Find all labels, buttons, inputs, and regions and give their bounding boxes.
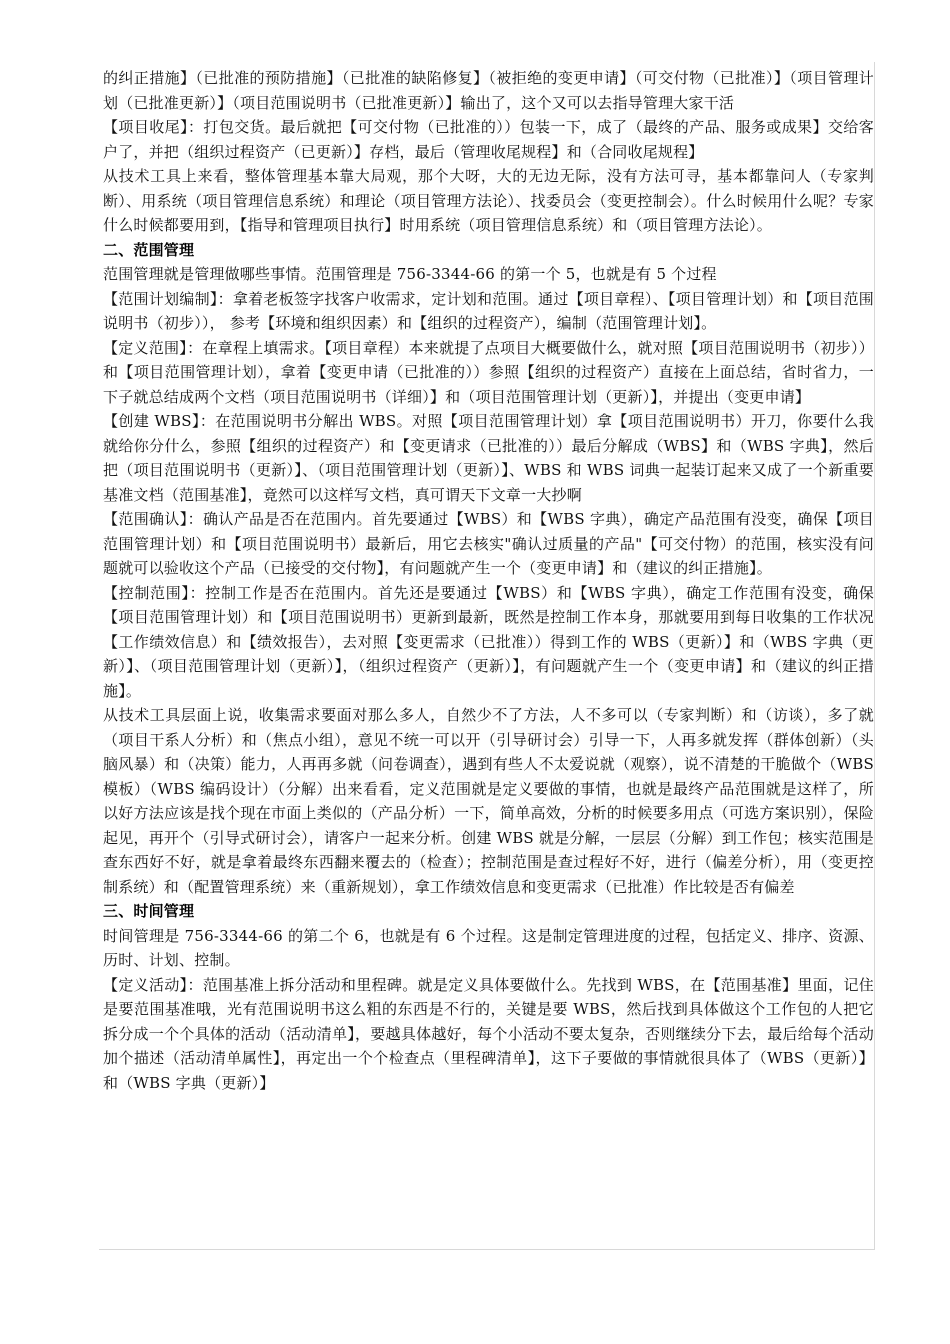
paragraph: 【范围计划编制】：拿着老板签字找客户收需求，定计划和范围。通过【项目章程）、【项目管理计划）和【项目范围说明书（初步））， 参考【环境和组织因素）和【组织的过程资产），编制（范围管理计划】。 [103,289,874,332]
paragraph: 【创建 WBS】：在范围说明书分解出 WBS。对照【项目范围管理计划）拿【项目范围说明书）开刀，你要什么我就给你分什么，参照【组织的过程资产）和【变更请求（已批准的））最后分解成（WBS】和（WBS 字典】，然后把（项目范围说明书（更新）】、（项目范围管理计划（更新）】、WBS 和 WBS 词典一起装订起来又成了一个新重要基准文档（范围基准】，竟然可以这样写文档，真可谓天下文章一大抄啊 [103,412,874,504]
section-heading: 二、范围管理 [103,240,195,259]
paragraph: 【控制范围】：控制工作是否在范围内。首先还是要通过【WBS）和【WBS 字典），确定工作范围有没变，确保【项目范围管理计划）和【项目范围说明书）更新到最新，既然是控制工作本身，那就要用到每日收集的工作状况【工作绩效信息）和【绩效报告），去对照【变更需求（已批准））得到工作的 WBS（更新）】和（WBS 字典（更新）】、（项目范围管理计划（更新）】，（组织过程资产（更新）】，有问题就产生一个（变更申请】和（建议的纠正措施】。 [103,583,874,700]
paragraph: 范围管理就是管理做哪些事情。范围管理是 756-3344-66 的第一个 5，也就是有 5 个过程 [103,265,717,283]
paragraph: 【定义范围】：在章程上填需求。【项目章程）本来就提了点项目大概要做什么，就对照【项目范围说明书（初步））和【项目范围管理计划），拿着【变更申请（已批准的））参照【组织的过程资产）直接在上面总结，省时省力，一下子就总结成两个文档（项目范围说明书（详细）】和（项目范围管理计划（更新）】，并提出（变更申请】 [103,338,874,406]
document-page [99,62,875,1250]
paragraph: 从技术工具层面上说，收集需求要面对那么多人，自然少不了方法，人不多可以（专家判断）和（访谈），多了就（项目干系人分析）和（焦点小组），意见不统一可以开（引导研讨会）引导一下，人再多就发挥（群体创新）（头脑风暴）和（决策）能力，人再再多就（问卷调查），遇到有些人不太爱说就（观察），说不清楚的干脆做个（WBS 模板）（WBS 编码设计）（分解）出来看看，定义范围就是定义要做的事情，也就是最终产品范围就是这样了，所以好方法应该是找个现在市面上类似的（产品分析）一下，简单高效，分析的时候要多用点（可选方案识别），保险起见，再开个（引导式研讨会），请客户一起来分析。创建 WBS 就是分解，一层层（分解）到工作包；核实范围是查东西好不好，就是拿着最终东西翻来覆去的（检查）；控制范围是查过程好不好，进行（偏差分析），用（变更控制系统）和（配置管理系统）来（重新规划），拿工作绩效信息和变更需求（已批准）作比较是否有偏差 [103,706,874,896]
paragraph: 【项目收尾】：打包交货。最后就把【可交付物（已批准的））包装一下，成了（最终的产品、服务或成果】交给客户了，并把（组织过程资产（已更新）】存档，最后（管理收尾规程】和（合同收尾规程】 [103,118,874,161]
paragraph: 的纠正措施】（已批准的预防措施】（已批准的缺陷修复】（被拒绝的变更申请】（可交付物（已批准）】（项目管理计划（已批准更新）】（项目范围说明书（已批准更新）】输出了，这个又可以去指导管理大家干活 [103,69,874,112]
section-heading: 三、时间管理 [103,902,195,920]
paragraph: 从技术工具上来看，整体管理基本靠大局观，那个大呀，大的无边无际，没有方法可寻，基本都靠问人（专家判断）、用系统（项目管理信息系统）和理论（项目管理方法论）、找委员会（变更控制会）。什么时候用什么呢？专家什么时候都要用到，【指导和管理项目执行】时用系统（项目管理信息系统）和（项目管理方法论）。 [103,167,874,234]
paragraph: 【范围确认】：确认产品是否在范围内。首先要通过【WBS）和【WBS 字典），确定产品范围有没变，确保【项目范围管理计划）和【项目范围说明书）最新后，用它去核实"确认过质量的产品"【可交付物）的范围，核实没有问题就可以验收这个产品（已接受的交付物】，有问题就产生一个（变更申请】和（建议的纠正措施】。 [103,510,874,577]
document-body [103,66,874,1095]
paragraph: 时间管理是 756-3344-66 的第二个 6，也就是有 6 个过程。这是制定管理进度的过程，包括定义、排序、资源、历时、计划、控制。 [103,926,874,969]
paragraph: 【定义活动】：范围基准上拆分活动和里程碑。就是定义具体要做什么。先找到 WBS，在【范围基准】里面，记住是要范围基准哦，光有范围说明书这么粗的东西是不行的，关键是要 WBS，然后找到具体做这个工作包的人把它拆分成一个个具体的活动（活动清单】，要越具体越好，每个小活动不要太复杂，否则继续分下去，最后给每个活动加个描述（活动清单属性】，再定出一个个检查点（里程碑清单】，这下子要做的事情就很具体了（WBS（更新）】和（WBS 字典（更新）】 [103,975,874,1092]
